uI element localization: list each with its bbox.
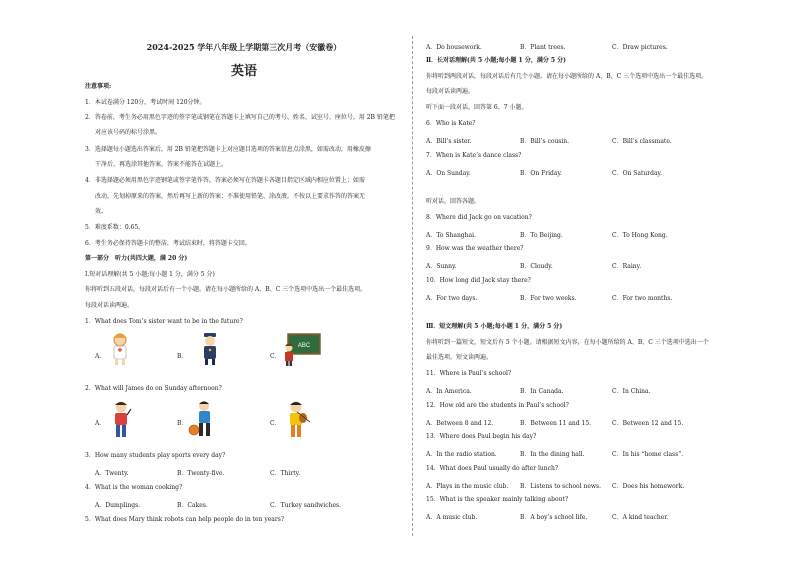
section2-intro: 你将听到两段对话，每段对话后有几个小题。请在每小题所给的 A、B、C 三个选项中选出一个最佳选项。 [426, 73, 708, 80]
question-13: 13．Where does Paul begin his day? [426, 433, 537, 440]
option-label[interactable]: C．Turkey sandwiches. [270, 502, 341, 509]
option-label[interactable]: C．Draw pictures. [612, 44, 668, 51]
option-label[interactable]: C．In China. [612, 388, 651, 395]
option-label[interactable]: B．In Canada. [520, 388, 564, 395]
option-label[interactable]: A． [95, 420, 106, 427]
question-5: 5．What does Mary think robots can help people do in ten years? [85, 516, 285, 523]
option-label[interactable]: C． [270, 420, 281, 427]
singing-boy-image [109, 400, 133, 440]
option-label[interactable]: A．Bill’s sister. [426, 138, 472, 145]
column-divider [412, 36, 413, 536]
question-9: 9．How was the weather there? [426, 245, 524, 252]
notice-line: 3．选择题每小题选出答案后，用 2B 铅笔把答题卡上对应题目选项的答案信息点涂黑，如需改动，用橡皮擦 [85, 146, 371, 153]
option-label[interactable]: A．Sunny. [426, 263, 457, 270]
section3-intro: 最佳选项。短文读两遍。 [426, 354, 493, 361]
option-label[interactable]: B． [177, 420, 188, 427]
option-label[interactable]: B．To Beijing. [520, 232, 563, 239]
option-label[interactable]: B．For two weeks. [520, 295, 577, 302]
option-label[interactable]: C．Rainy. [612, 263, 642, 270]
section3-heading: Ⅲ．短文理解(共 5 小题;每小题 1 分，满分 5 分) [426, 323, 563, 330]
question-6: 6．Who is Kate? [426, 120, 476, 127]
blackboard-text: ABC [297, 343, 311, 349]
option-label[interactable]: B．Bill’s cousin. [520, 138, 570, 145]
option-label[interactable]: C．On Saturday. [612, 170, 663, 177]
section1-heading: Ⅰ.短对话理解(共 5 小题;每小题 1 分，满分 5 分) [85, 271, 215, 278]
option-label[interactable]: C．Does his homework. [612, 483, 685, 490]
option-label[interactable]: A．For two days. [426, 295, 478, 302]
notice-line: 干净后，再选涂其他答案，答案不能答在试题上。 [95, 161, 228, 168]
section2-heading: Ⅱ．长对话理解(共 5 小题;每小题 1 分，满分 5 分) [426, 57, 567, 64]
question-8: 8．Where did Jack go on vacation? [426, 214, 532, 221]
question-11: 11．Where is Paul’s school? [426, 370, 512, 377]
notice-line: 1．本试卷满分 120分，考试时间 120分钟。 [85, 99, 206, 106]
option-label[interactable]: A．Do housework. [426, 44, 482, 51]
option-label[interactable]: C．Between 12 and 15. [612, 420, 684, 427]
option-label[interactable]: B．A boy’s school life. [520, 514, 588, 521]
option-label[interactable]: B．Between 11 and 15. [520, 420, 592, 427]
notice-line: 改动，先划掉原来的答案，然后再写上新的答案；不准使用铅笔、涂改液。不按以上要求作答的答案无 [95, 193, 366, 200]
section3-intro: 你将听到一篇短文，短文后有 5 个小题。请根据短文内容，在每小题所给的 A、B、C 三个选项中选出一个 [426, 339, 709, 346]
subject-title: 英语 [230, 64, 257, 79]
notice-line: 对应该号码的标号涂黑。 [95, 129, 162, 136]
notice-line: 效。 [95, 208, 108, 215]
option-label[interactable]: C．For two months. [612, 295, 673, 302]
option-label[interactable]: B． [177, 353, 188, 360]
option-label[interactable]: A． [95, 353, 106, 360]
option-label[interactable]: A．In the radio station. [426, 451, 497, 458]
question-10: 10．How long did Jack stay there? [426, 277, 531, 284]
option-label[interactable]: B．Cakes. [177, 502, 208, 509]
policewoman-image [197, 332, 223, 366]
option-label[interactable]: A．In America. [426, 388, 472, 395]
option-label[interactable]: B．Listens to school news. [520, 483, 602, 490]
section2-intro: 听对话，回答各题。 [426, 198, 481, 205]
question-12: 12．How old are the students in Paul’s school? [426, 402, 569, 409]
question-7: 7．When is Kate’s dance class? [426, 152, 522, 159]
option-label[interactable]: C． [270, 353, 281, 360]
notice-line: 4．非选择题必须用黑色字迹钢笔或签字笔作答，答案必须写在答题卡各题目指定区域内相应位置上；如需 [85, 177, 365, 184]
option-label[interactable]: B．Twenty-five. [177, 470, 225, 477]
section2-intro: 每段对话读两遍。 [426, 88, 475, 95]
question-14: 14．What does Paul usually do after lunch? [426, 465, 559, 472]
option-label[interactable]: B．Cloudy. [520, 263, 553, 270]
option-label[interactable]: A．A music club. [426, 514, 478, 521]
option-label[interactable]: B．On Friday. [520, 170, 562, 177]
question-3: 3．How many students play sports every day? [85, 452, 226, 459]
option-label[interactable]: A．Dumplings. [95, 502, 141, 509]
section2-intro: 听下面一段对话，回答第 6、7 小题。 [426, 104, 528, 111]
notice-line: 6．考生务必保持答题卡的整洁，考试结束时，将答题卡交回。 [85, 240, 251, 247]
notice-line: 5．难度系数：0.65。 [85, 224, 145, 231]
option-label[interactable]: A．Between 8 and 12. [426, 420, 494, 427]
option-label[interactable]: A．To Shanghai. [426, 232, 476, 239]
option-label[interactable]: B．Plant trees. [520, 44, 566, 51]
option-label[interactable]: C．Thirty. [270, 470, 301, 477]
option-label[interactable]: C．In his “home class”. [612, 451, 684, 458]
part1-heading: 第一部分 听力(共四大题，满 20 分) [85, 255, 188, 262]
option-label[interactable]: A．Twenty. [95, 470, 129, 477]
question-4: 4．What is the woman cooking? [85, 484, 183, 491]
option-label[interactable]: B．In the dining hall. [520, 451, 585, 458]
section1-intro: 每段对话读两遍。 [85, 302, 134, 309]
option-label[interactable]: C．To Hong Kong. [612, 232, 668, 239]
teacher-blackboard-image [282, 332, 322, 366]
section1-intro: 你将听到五段对话，每段对话后有一个小题。请在每小题所给的 A、B、C 三个选项中选出一个最佳选项。 [85, 286, 367, 293]
option-label[interactable]: C．A kind teacher. [612, 514, 669, 521]
option-label[interactable]: A．On Sunday. [426, 170, 471, 177]
option-label[interactable]: C．Bill’s classmate. [612, 138, 672, 145]
question-1: 1．What does Tom’s sister want to be in the future? [85, 318, 243, 325]
notice-heading: 注意事项: [85, 83, 112, 90]
question-15: 15．What is the speaker mainly talking about? [426, 496, 569, 503]
notice-line: 2．答卷前，考生务必用黑色字迹的签字笔或钢笔在答题卡上填写自己的考号、姓名、试室号、座位号，用 2B 铅笔把 [85, 114, 395, 121]
exam-title: 2024-2025 学年八年级上学期第三次月考（安徽卷） [146, 42, 342, 52]
violin-boy-image [283, 400, 311, 440]
basketball-boy-image [188, 400, 218, 440]
nurse-image [107, 332, 133, 366]
option-label[interactable]: A．Plays in the music club. [426, 483, 509, 490]
question-2: 2．What will James do on Sunday afternoon? [85, 385, 222, 392]
